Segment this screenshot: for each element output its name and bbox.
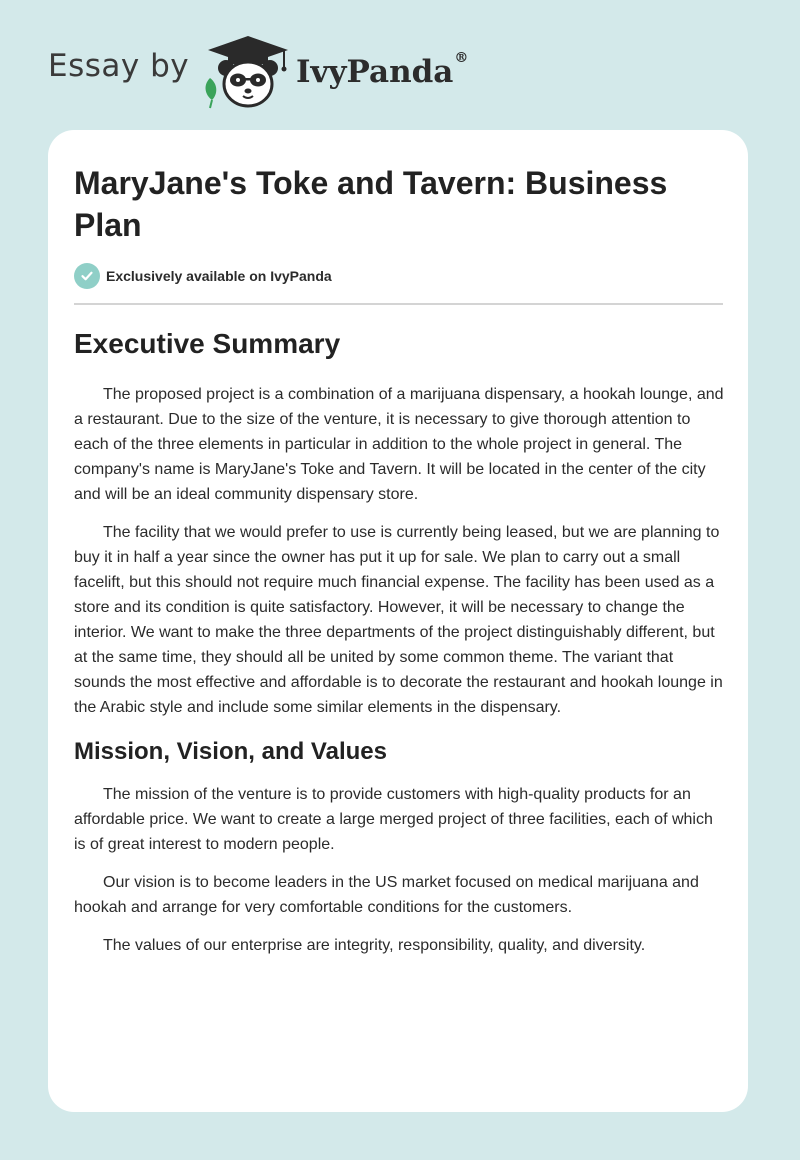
document-title: MaryJane's Toke and Tavern: Business Plan <box>74 165 668 243</box>
exclusive-label: Exclusively available on IvyPanda <box>106 268 332 284</box>
document-card <box>48 130 748 1112</box>
paragraph: Our vision is to become leaders in the US market focused on medical marijuana and hookah and arrange for very comfortable conditions for the customers. <box>74 874 699 916</box>
checkmark-icon <box>74 263 100 289</box>
section-heading-executive-summary: Executive Summary <box>74 328 341 359</box>
exclusive-badge <box>74 263 332 289</box>
essay-by-label: Essay by <box>48 48 190 84</box>
document-body <box>74 322 726 971</box>
brand-text[interactable]: IvyPanda <box>296 54 454 90</box>
section-heading-mission: Mission, Vision, and Values <box>74 738 387 765</box>
paragraph: The facility that we would prefer to use is currently being leased, but we are planning to buy it in half a year since the owner has put it up for sale. We plan to carry out a small facelift, but this should not require much financial expense. The facility has been used as a store and its condition is quite satisfactory. However, it will be necessary to change the interior. We want to make the three departments of the project distinguishably different, but at the same time, they should all be united by some common theme. The variant that sounds the most effective and affordable is to decorate the restaurant and hookah lounge in the Arabic style and include some similar elements in the dispensary. <box>74 524 723 716</box>
panda-graduation-cap-icon[interactable] <box>200 34 292 110</box>
site-header <box>0 0 800 130</box>
brand-name[interactable] <box>296 50 469 90</box>
registered-mark: ® <box>454 50 469 66</box>
paragraph: The values of our enterprise are integrity, responsibility, quality, and diversity. <box>103 937 646 954</box>
title-divider <box>74 303 723 305</box>
paragraph: The proposed project is a combination of a marijuana dispensary, a hookah lounge, and a restaurant. Due to the size of the venture, it is necessary to give thorough attention to each of the three elements in particular in addition to the whole project in general. The company's name is MaryJane's Toke and Tavern. It will be located in the center of the city and will be an ideal community dispensary store. <box>74 386 724 503</box>
paragraph: The mission of the venture is to provide customers with high-quality products for an affordable price. We want to create a large merged project of three facilities, each of which is of great interest to modern people. <box>74 786 713 853</box>
